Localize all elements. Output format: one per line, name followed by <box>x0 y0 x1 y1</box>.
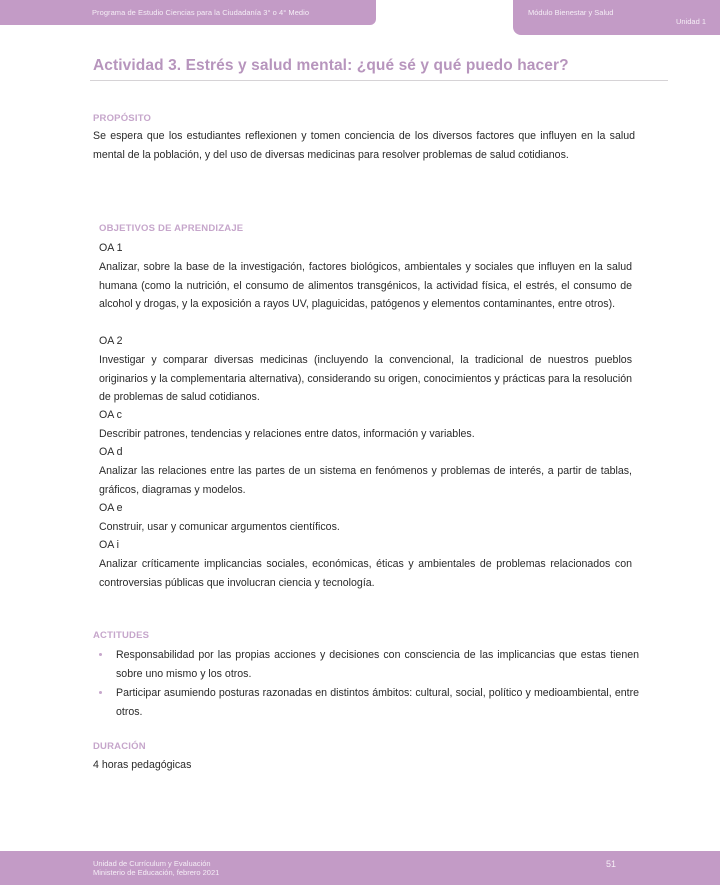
footer-ministry: Ministerio de Educación, febrero 2021 <box>93 868 220 877</box>
oa-text: Analizar críticamente implicancias sociales, económicas, éticas y ambientales de problemas relacionados con controversias públicas que involucran ciencia y tecnología. <box>99 558 632 589</box>
bullet-icon <box>99 653 102 656</box>
oa-label: OA 2 <box>99 335 123 347</box>
objetivos-heading: OBJETIVOS DE APRENDIZAJE <box>99 223 244 234</box>
unit-name: Unidad 1 <box>675 17 706 26</box>
bullet-icon <box>99 691 102 694</box>
program-title: Programa de Estudio Ciencias para la Ciudadanía 3° o 4° Medio <box>92 8 310 17</box>
actitudes-heading: ACTITUDES <box>93 630 150 641</box>
oa-label: OA d <box>99 446 123 458</box>
duracion-heading: DURACIÓN <box>93 741 146 752</box>
footer-bar <box>0 851 720 885</box>
page-number: 51 <box>606 859 617 869</box>
proposito-text: Se espera que los estudiantes reflexionen y tomen conciencia de los diversos factores que influyen en la salud mental de la población, y del uso de diversas medicinas para resolver problemas de salud cotidianos. <box>93 130 635 161</box>
duracion-text: 4 horas pedagógicas <box>93 759 192 771</box>
oa-label: OA 1 <box>99 242 123 254</box>
actitud-text: Participar asumiendo posturas razonadas en distintos ámbitos: cultural, social, político y medioambiental, entre otros. <box>116 687 639 718</box>
oa-text: Investigar y comparar diversas medicinas (incluyendo la convencional, la tradicional de nuestros pueblos originarios y la complementaria alternativa), considerando su origen, conocimientos y prácticas para la resolución de problemas de salud cotidianos. <box>99 354 632 404</box>
module-name: Módulo Bienestar y Salud <box>528 8 614 17</box>
actitud-text: Responsabilidad por las propias acciones y decisiones con consciencia de las implicancias que estas tienen sobre uno mismo y los otros. <box>116 649 639 680</box>
oa-label: OA c <box>99 409 122 421</box>
header-module-tab <box>513 0 720 35</box>
page-title: Actividad 3. Estrés y salud mental: ¿qué sé y qué puedo hacer? <box>93 57 569 74</box>
oa-text: Analizar, sobre la base de la investigación, factores biológicos, ambientales y sociales que influyen en la salud humana (como la nutrición, el consumo de alimentos transgénicos, la actividad física, el estrés, el consumo de alcohol y drogas, y la exposición a rayos UV, plaguicidas, patógenos y elementos contaminantes, entre otros). <box>99 261 632 311</box>
oa-label: OA e <box>99 502 123 514</box>
footer-unit: Unidad de Currículum y Evaluación <box>93 859 211 868</box>
oa-text: Analizar las relaciones entre las partes de un sistema en fenómenos y problemas de interés, a partir de tablas, gráficos, diagramas y modelos. <box>99 465 632 496</box>
header-program-bar <box>0 0 376 25</box>
oa-label: OA i <box>99 539 120 551</box>
proposito-heading: PROPÓSITO <box>93 113 152 124</box>
title-divider <box>90 80 668 81</box>
oa-text: Construir, usar y comunicar argumentos científicos. <box>99 521 340 533</box>
oa-text: Describir patrones, tendencias y relaciones entre datos, información y variables. <box>99 428 475 440</box>
